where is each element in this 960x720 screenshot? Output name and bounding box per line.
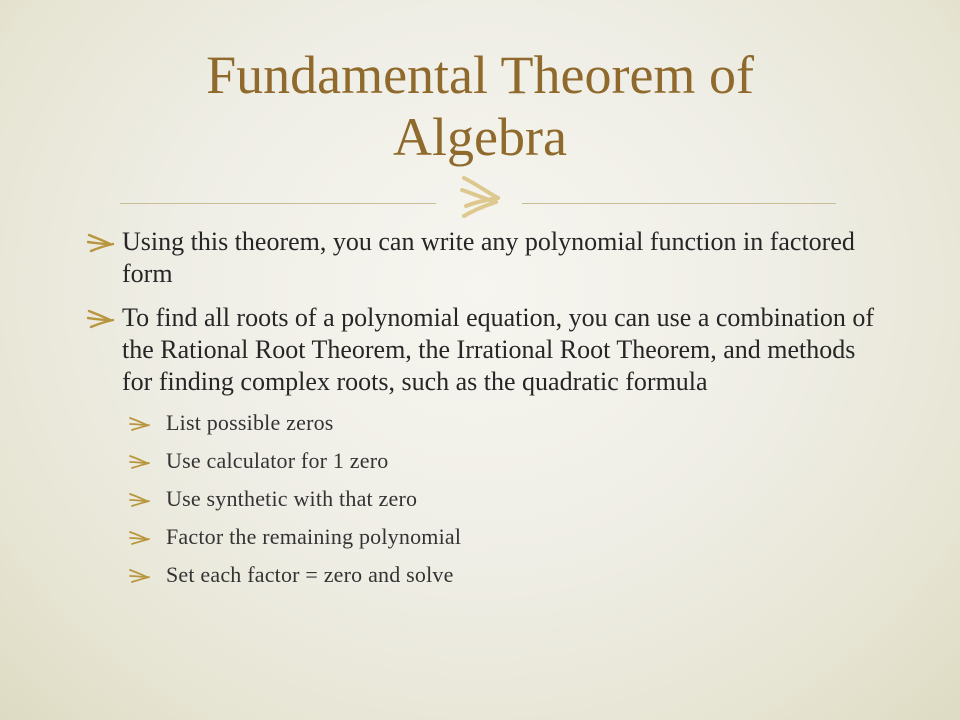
sub-bullet-text: List possible zeros bbox=[166, 410, 334, 435]
sub-bullet-text: Factor the remaining polynomial bbox=[166, 524, 462, 549]
slide-title: Fundamental Theorem of Algebra bbox=[206, 45, 754, 167]
sub-bullet-ornament-icon bbox=[128, 529, 152, 546]
sub-bullet-text: Use synthetic with that zero bbox=[166, 486, 418, 511]
bullet-text: To find all roots of a polynomial equation, you can use a combination of the Rational Root Theorem, the Irrational Root Theorem, and methods for finding complex roots, such as the quadratic formula bbox=[122, 303, 875, 396]
ornament-icon bbox=[454, 172, 506, 220]
slide-body bbox=[86, 226, 886, 600]
sub-bullet-item bbox=[86, 524, 886, 550]
bullet-ornament-icon bbox=[86, 231, 116, 253]
sub-bullet-item bbox=[86, 410, 886, 436]
sub-bullet-ornament-icon bbox=[128, 415, 152, 432]
sub-bullet-item bbox=[86, 562, 886, 588]
sub-bullet-ornament-icon bbox=[128, 567, 152, 584]
sub-bullet-text: Set each factor = zero and solve bbox=[166, 562, 454, 587]
sub-bullet-text: Use calculator for 1 zero bbox=[166, 448, 389, 473]
bullet-text: Using this theorem, you can write any polynomial function in factored form bbox=[122, 227, 855, 288]
title-divider-right bbox=[522, 203, 836, 204]
sub-bullet-item bbox=[86, 486, 886, 512]
sub-bullet-ornament-icon bbox=[128, 491, 152, 508]
sub-bullet-ornament-icon bbox=[128, 453, 152, 470]
sub-bullet-item bbox=[86, 448, 886, 474]
bullet-item bbox=[86, 226, 886, 290]
bullet-ornament-icon bbox=[86, 307, 116, 329]
sub-bullet-list bbox=[86, 410, 886, 588]
title-divider-left bbox=[120, 203, 436, 204]
bullet-item bbox=[86, 302, 886, 398]
